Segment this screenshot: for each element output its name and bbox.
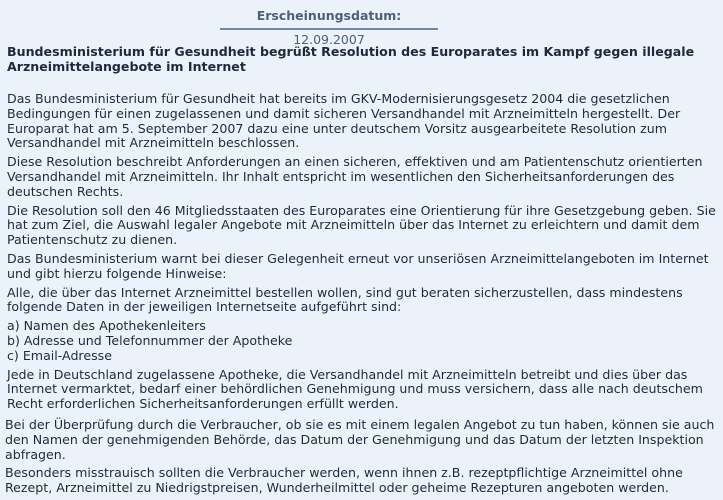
article-paragraph: Das Bundesministerium für Gesundheit hat bereits im GKV-Modernisierungsgesetz 2004 die gesetzlichen Bedingungen für einen zugelassenen und damit sicheren Versandhandel mit Arzneimitteln hergestellt. Der Europarat hat am 5. September 2007 dazu eine unter deutschem Vorsitz ausgearbeitete Resolution zum Versandhandel mit Arzneimitteln beschlossen. <box>7 91 681 151</box>
required-data-list <box>7 319 719 363</box>
article-paragraph: Alle, die über das Internet Arzneimittel bestellen wollen, sind gut beraten sicherzustellen, dass mindestens folgende Daten in der jeweiligen Internetseite aufgeführt sind: <box>7 284 683 315</box>
list-item: a) Namen des Apothekenleiters <box>7 318 206 334</box>
article-paragraph: Bei der Überprüfung durch die Verbraucher, ob sie es mit einem legalen Angebot zu tun haben, können sie auch den Namen der genehmigenden Behörde, das Datum der Genehmigung und das Datum der letzten Inspektion abfragen. <box>5 416 715 462</box>
article-paragraph: Die Resolution soll den 46 Mitgliedsstaaten des Europarates eine Orientierung für ihre Gesetzgebung geben. Sie hat zum Ziel, die Auswahl legaler Angebote mit Arzneimitteln über das Internet zu erleichtern und damit dem Patientenschutz zu dienen. <box>7 202 716 248</box>
article-paragraph: Jede in Deutschland zugelassene Apotheke, die Versandhandel mit Arzneimitteln betreibt und dies über das Internet vermarktet, bedarf einer behördlichen Genehmigung und muss versichern, dass alle nach deutschem Recht erforderlichen Sicherheitsanforderungen erfüllt werden. <box>7 366 703 412</box>
article-paragraph: Diese Resolution beschreibt Anforderungen an einen sicheren, effektiven und am Patientenschutz orientierten Versandhandel mit Arzneimitteln. Ihr Inhalt entspricht im wesentlichen den Sicherheitsanforderungen des deutschen Rechts. <box>7 154 703 199</box>
article-title: Bundesministerium für Gesundheit begrüßt Resolution des Europarates im Kampf gegen illegale Arzneimittelangebote im Internet <box>7 44 695 74</box>
publication-date-label: Erscheinungsdatum: <box>256 8 402 23</box>
list-item: c) Email-Adresse <box>7 347 112 363</box>
publication-date <box>220 4 438 47</box>
list-item: b) Adresse und Telefonnummer der Apotheke <box>7 332 293 348</box>
article-body <box>7 92 719 500</box>
publication-date-value: 12.09.2007 <box>293 32 365 47</box>
article-paragraph: Das Bundesministerium warnt bei dieser Gelegenheit erneut vor unseriösen Arzneimittelangeboten im Internet und gibt hierzu folgende Hinweise: <box>7 250 709 281</box>
article-paragraph: Besonders misstrauisch sollten die Verbraucher werden, wenn ihnen z.B. rezeptpflichtige Arzneimittel ohne Rezept, Arzneimittel zu Niedrigstpreisen, Wunderheilmittel oder geheime Rezepturen angeboten werden. <box>5 465 683 496</box>
